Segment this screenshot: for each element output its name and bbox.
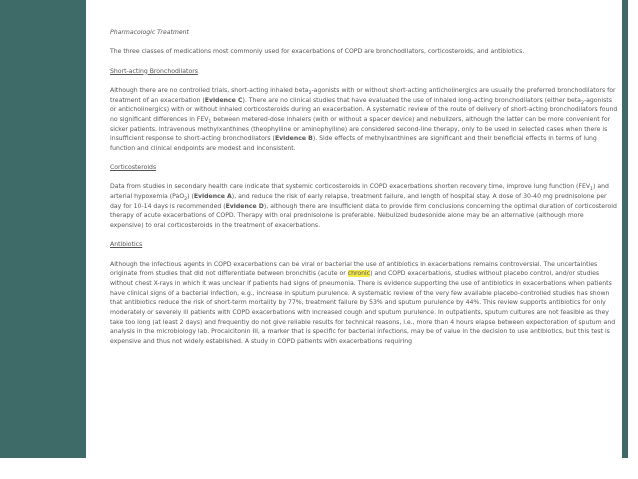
evidence-label: Evidence C <box>204 96 243 104</box>
subscript: 1 <box>590 187 593 193</box>
right-frame-band <box>622 0 628 458</box>
text-run: -agonists or anticholinergics) with or without inhaled corticosteroids during an exacerbation. A systematic review of the route of delivery of short-acting bronchodilators found no significant differences in FEV <box>110 96 618 123</box>
text-run: -agonists with or without short-acting anticholinergics are usually the preferred bronchodilators for treatment of an exacerbation ( <box>110 86 616 104</box>
intro-paragraph: The three classes of medications most commonly used for exacerbations of COPD are bronchodilators, corticosteroids, and antibiotics. <box>110 48 525 56</box>
subscript: 1 <box>208 120 212 126</box>
antibiotics-paragraph <box>110 260 618 347</box>
text-run: Data from studies in secondary health care indicate that systemic corticosteroids in COPD exacerbations shorten recovery time, improve lung function (FEV <box>110 183 591 191</box>
left-frame-band <box>0 0 86 458</box>
text-run: between metered-dose inhalers (with or without a spacer device) and nebulizers, although the latter can be more convenient for sicker patients. Intravenous methylxanthines (theophylline or aminophylline) are considered second-line therapy, only to be used in selected cases when there is insufficient response to short-acting bronchodilators ( <box>110 115 611 143</box>
text-run: Although the infectious agents in COPD exacerbations can be viral or bacterial the use of antibiotics in exacerbations remains controversial. The uncertainties originate from studies that did not differentiate between bronchitis (acute or <box>110 260 598 278</box>
corticosteroids-heading: Corticosteroids <box>110 164 157 172</box>
bronchodilators-heading: Short-acting Bronchodilators <box>110 67 198 75</box>
evidence-label: Evidence B <box>274 135 313 143</box>
text-run: ). There are no clinical studies that have evaluated the use of inhaled long-acting bronchodilators (either beta <box>242 96 581 104</box>
highlighted-word: chronic <box>347 270 371 278</box>
text-run: ) and COPD exacerbations, studies without placebo control, and/or studies without chest X-rays in which it was unclear if patients had signs of pneumonia. There is evidence supporting the use of antibiotics in exacerbations when patients have clinical signs of a bacterial infection, e.g., increase in sputum purulence. A systematic review of the very few available placebo-controlled studies has shown that antibiotics reduce the risk of short-term mortality by 77%, treatment failure by 53% and sputum purulence by 44%. This review supports antibiotics for only moderately or severely ill patients with COPD exacerbations with increased cough and sputum purulence. In outpatients, sputum cultures are not feasible as they take too long (at least 2 days) and frequently do not give reliable results for technical reasons, i.e., more than 4 hours elapse between expectoration of sputum and analysis in the microbiology lab. Procalcitonin III, a marker that is specific for bacterial infections, may be of value in the decision to use antibiotics, but this test is expensive and thus not widely established. A study in COPD patients with exacerbations requiring <box>110 270 616 345</box>
text-run: Although there are no controlled trials, short-acting inhaled beta <box>110 86 309 94</box>
text-run: ), although there are insufficient data to provide firm conclusions concerning the optimal duration of corticosteroid therapy of acute exacerbations of COPD. Therapy with oral prednisolone is preferable. Nebulized budesonide alone may be an alternative (although more expensive) to oral corticosteroids in the treatment of exacerbations. <box>110 202 617 230</box>
document-page <box>86 0 622 458</box>
antibiotics-heading: Antibiotics <box>110 241 143 249</box>
bronchodilators-paragraph <box>110 86 618 154</box>
subscript: 2 <box>308 91 312 97</box>
text-run: ). Side effects of methylxanthines are significant and their beneficial effects in terms of lung function and clinical endpoints are modest and inconsistent. <box>110 135 597 152</box>
bottom-whitespace <box>0 458 638 479</box>
subscript: 2 <box>580 100 584 106</box>
section-title: Pharmacologic Treatment <box>110 29 189 36</box>
text-run: ), and reduce the risk of early relapse, treatment failure, and length of hospital stay. A dose of 30-40 mg prednisolone per day for 10-14 days is recommended ( <box>110 193 607 210</box>
evidence-label: Evidence A <box>193 193 232 201</box>
text-run: ) ( <box>187 193 194 201</box>
document-body <box>110 28 618 356</box>
corticosteroids-paragraph <box>110 182 618 230</box>
text-run: ) and arterial hypoxemia (PaO <box>110 183 609 201</box>
subscript: 2 <box>184 197 188 203</box>
evidence-label: Evidence D <box>225 202 264 210</box>
